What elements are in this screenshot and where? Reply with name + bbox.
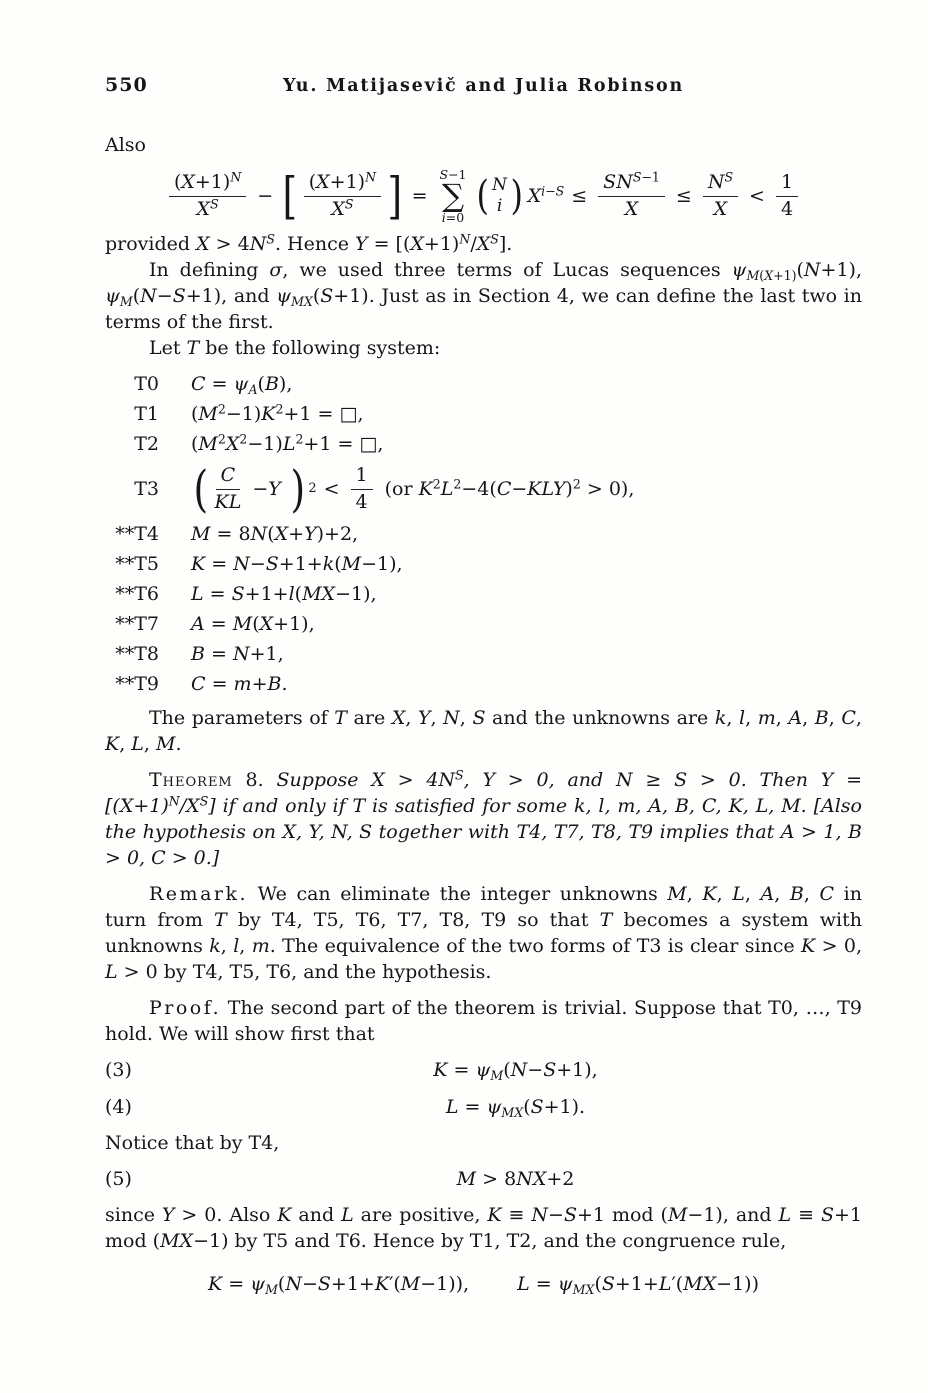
theorem-number: 8.: [245, 769, 264, 792]
leq-operator-2: ≤: [675, 185, 692, 208]
condition-label: **T6: [115, 583, 159, 606]
equation-body: M > 8NX+2: [456, 1168, 575, 1191]
system-conditions-list: [105, 369, 862, 700]
condition-formula: B = N+1,: [191, 643, 284, 666]
system-row-t8: [105, 639, 862, 669]
proof-text: The second part of the theorem is trivial. Suppose that T0, …, T9 hold. We will show first that: [105, 997, 862, 1046]
system-row-t3: [105, 459, 862, 520]
condition-formula: $(M^2-1)K^2+1$ = □,: [191, 401, 364, 425]
condition-label: T2: [134, 432, 159, 455]
remark-paragraph: [105, 881, 862, 985]
condition-formula: L = S+1+l(MX−1),: [191, 583, 377, 606]
remark-text: We can eliminate the integer unknowns M, K, L, A, B, C in turn from T by T4, T5, T6, T7, T8, T9 so that T becomes a system with unknowns k, l, m. The equivalence of the two forms of T3 is clear since K > 0, L > 0 by T4, T5, T6, and the hypothesis.: [105, 883, 862, 984]
equals-sign: =: [411, 185, 428, 208]
condition-formula-t3: ( $\frac{C}{KL}$ −Y ) 2 < $\frac{1}{4}$ (or $K^2L^2-4(C-KLY)^2 > 0$),: [193, 460, 635, 519]
condition-label: **T4: [115, 523, 159, 546]
proof-paragraph: [105, 995, 862, 1047]
also-line: Also: [105, 134, 146, 156]
equation-body: $K = \psi_M(N-S+1)$,: [433, 1059, 598, 1084]
one-quarter-fraction: $\frac{1}{4}$: [351, 464, 373, 515]
let-system-line: Let T be the following system:: [149, 336, 441, 359]
system-row-t1: [105, 399, 862, 429]
one-quarter-fraction: $\frac{1}{4}$: [776, 171, 798, 222]
system-row-t6: [105, 579, 862, 609]
system-row-t2: [105, 429, 862, 459]
condition-label: **T9: [115, 673, 159, 696]
condition-label: **T8: [115, 643, 159, 666]
condition-label: **T5: [115, 553, 159, 576]
bound-fraction-2: $\frac{N^S}{X}$: [703, 171, 738, 222]
page-content: [0, 132, 928, 1298]
equation-number: (4): [105, 1096, 132, 1119]
condition-label: T0: [134, 372, 159, 395]
leq-operator-1: ≤: [571, 185, 588, 208]
bound-fraction-1: $\frac{SN^{S-1}}{X}$: [598, 171, 665, 222]
x-power-term: $X^{i-S}$: [527, 183, 565, 208]
condition-label: T3: [134, 478, 159, 501]
theorem-paragraph: [105, 767, 862, 871]
system-row-t5: [105, 549, 862, 579]
condition-formula: C = m+B.: [191, 673, 288, 696]
system-row-t0: [105, 369, 862, 399]
parameters-paragraph: The parameters of T are X, Y, N, S and the unknowns are k, l, m, A, B, C, K, L, M.: [105, 707, 862, 756]
bracketed-fraction: $\frac{(X+1)^N}{X^S}$: [304, 171, 381, 222]
defining-paragraph: In defining σ, we used three terms of Lucas sequences $\psi_{M(X+1)}(N+1)$, $\psi_M(N-S+1)$, and $\psi_{MX}(S+1)$. Just as in Section 4, we can define the last two in terms of the first.: [105, 258, 862, 333]
binomial-coefficient: ( N i ): [476, 173, 524, 220]
closing-paragraph: since Y > 0. Also K and L are positive, K ≡ N−S+1 mod (M−1), and L ≡ S+1 mod (MX−1) by T5 and T6. Hence by T1, T2, and the congruence rule,: [105, 1204, 862, 1253]
minus-operator: −: [257, 185, 274, 208]
system-row-t4: [105, 519, 862, 549]
final-equation-right: $L = \psi_{MX}(S+1+L'(MX-1))$: [517, 1273, 760, 1298]
condition-formula: $(M^2X^2-1)L^2+1$ = □,: [191, 431, 384, 455]
theorem-statement: Suppose $X > 4N^S$, Y > 0, and N ≥ S > 0. Then $Y = [(X+1)^N/X^S]$ if and only if T is satisfied for some k, l, m, A, B, C, K, L, M. [Also the hypothesis on X, Y, N, S together with T4, T7, T8, T9 implies that A > 1, B > 0, C > 0.]: [105, 768, 862, 870]
less-than-operator: <: [749, 185, 765, 208]
alternate-form: (or $K^2L^2-4(C-KLY)^2 > 0$),: [384, 476, 635, 501]
main-display-equation: $\frac{(X+1)^N}{X^S}$ − [ $\frac{(X+1)^N}{X^S}$ ] = S−1 ∑ i=0 ( N i ) $X^{i-S}$ ≤ $\frac{SN^{S-1}}{X}$ ≤ $\frac{N^S}{X}$ < $\frac{1}{4}$: [105, 168, 862, 225]
system-row-t7: [105, 609, 862, 639]
fraction-x-power: $\frac{(X+1)^N}{X^S}$: [169, 171, 246, 222]
equation-number: (3): [105, 1059, 132, 1082]
c-over-kl-fraction: $\frac{C}{KL}$: [214, 463, 242, 513]
condition-formula: K = N−S+1+k(M−1),: [191, 553, 403, 576]
page-number: 550: [105, 74, 148, 96]
running-title: Yu. Matijasevič and Julia Robinson: [283, 76, 684, 96]
final-equation-left: $K = \psi_M(N-S+1+K'(M-1))$,: [207, 1273, 470, 1298]
equation-4-row: [105, 1093, 862, 1121]
equation-3-row: [105, 1056, 862, 1084]
equation-5-row: [105, 1165, 862, 1193]
condition-label: **T7: [115, 613, 159, 636]
equation-number: (5): [105, 1168, 132, 1191]
notice-line: Notice that by T4,: [105, 1132, 280, 1155]
sigma-icon: ∑: [441, 177, 465, 214]
remark-label: Remark.: [149, 883, 249, 906]
condition-label: T1: [134, 402, 159, 425]
condition-formula: M = 8N(X+Y)+2,: [191, 523, 359, 546]
final-display-equation: [105, 1270, 862, 1298]
less-than-operator: <: [323, 478, 340, 501]
equation-body: $L = \psi_{MX}(S+1)$.: [445, 1096, 586, 1121]
condition-formula: $C = \psi_A(B)$,: [191, 372, 293, 397]
theorem-label: Theorem: [149, 769, 233, 792]
summation-symbol: S−1 ∑ i=0: [439, 167, 467, 226]
provided-line: provided $X > 4N^S$. Hence $Y = [(X+1)^N/X^S]$.: [105, 231, 513, 255]
page-header: [0, 0, 928, 96]
condition-formula: A = M(X+1),: [191, 613, 315, 636]
proof-label: Proof.: [149, 997, 222, 1020]
system-row-t9: [105, 669, 862, 699]
